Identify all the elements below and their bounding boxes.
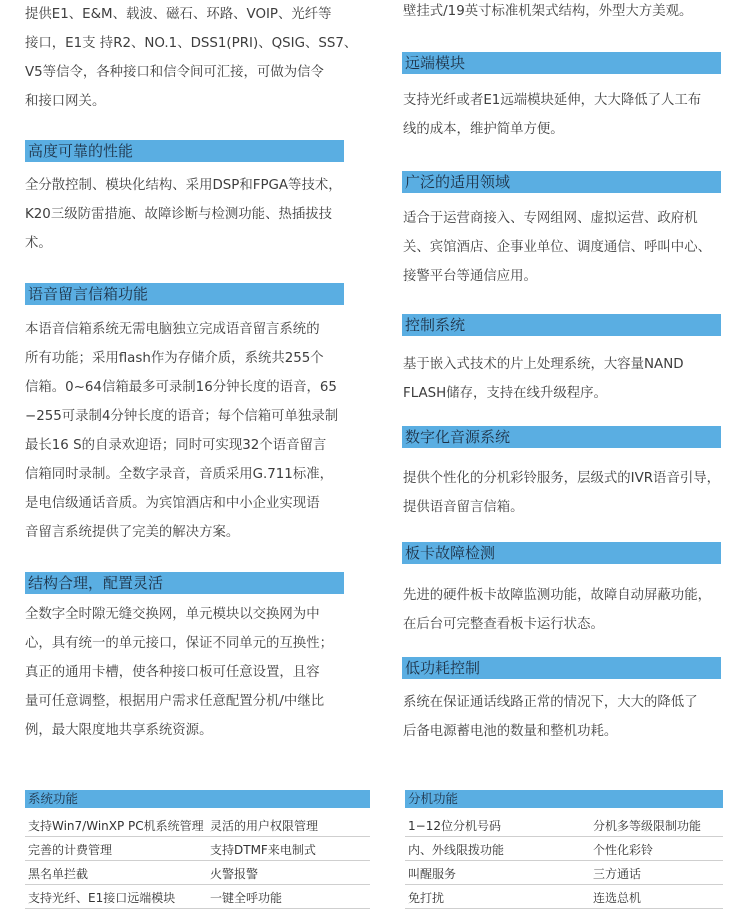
table-cell: 1−12位分机号码 — [408, 819, 501, 833]
section-title: 低功耗控制 — [405, 659, 481, 677]
table-header-system-functions — [25, 790, 370, 808]
system-functions-table — [25, 813, 370, 903]
section-body-digital-audio — [403, 464, 720, 522]
table-row — [405, 837, 723, 861]
text-line: 全数字全时隙无缝交换网，单元模块以交换网为中 — [25, 607, 320, 622]
left-intro-paragraph — [25, 0, 357, 116]
section-title: 数字化音源系统 — [405, 428, 511, 446]
text-line: 壁挂式/19英寸标准机架式结构，外型大方美观。 — [403, 4, 693, 19]
table-cell: 一键全呼功能 — [210, 891, 283, 905]
text-line: 后备电源蓄电池的数量和整机功耗。 — [403, 724, 618, 739]
table-cell: 三方通话 — [593, 867, 642, 881]
table-title: 系统功能 — [28, 791, 79, 806]
section-header-structure — [25, 572, 344, 594]
text-line: 线的成本，维护简单方便。 — [403, 122, 564, 137]
section-title: 远端模块 — [405, 54, 466, 72]
text-line: 适合于运营商接入、专网组网、虚拟运营、政府机 — [403, 211, 698, 226]
table-cell: 支持光纤、E1接口远端模块 — [28, 891, 176, 905]
right-intro-paragraph — [403, 0, 692, 26]
section-title: 语音留言信箱功能 — [28, 285, 149, 303]
text-line: 是电信级通话音质。为宾馆酒店和中小企业实现语 — [25, 496, 320, 511]
section-header-low-power — [402, 657, 721, 679]
table-cell: 连选总机 — [593, 891, 642, 905]
section-header-board-fault — [402, 542, 721, 564]
table-cell: 完善的计费管理 — [28, 843, 113, 857]
table-row — [25, 837, 370, 861]
table-row — [25, 861, 370, 885]
section-title: 结构合理，配置灵活 — [28, 574, 164, 592]
text-line: 先进的硬件板卡故障监测功能，故障自动屏蔽功能， — [403, 588, 711, 603]
section-body-control-system — [403, 350, 684, 408]
text-line: 心，具有统一的单元接口，保证不同单元的互换性； — [25, 636, 333, 651]
section-header-control-system — [402, 314, 721, 336]
section-header-applications — [402, 171, 721, 193]
section-title: 控制系统 — [405, 316, 466, 334]
extension-functions-table — [405, 813, 723, 903]
table-cell: 免打扰 — [408, 891, 445, 905]
text-line: 所有功能；采用flash作为存储介质，系统共255个 — [25, 351, 324, 366]
text-line: 在后台可完整查看板卡运行状态。 — [403, 617, 604, 632]
table-row — [25, 885, 370, 909]
table-row — [405, 861, 723, 885]
table-row — [405, 885, 723, 909]
text-line: 信箱同时录制。全数字录音，音质采用G.711标准， — [25, 467, 334, 482]
text-line: K20三级防雷措施、故障诊断与检测功能、热插拔技 — [25, 207, 333, 222]
table-title: 分机功能 — [408, 791, 459, 806]
section-body-remote-module — [403, 86, 701, 144]
text-line: 信箱。0~64信箱最多可录制16分钟长度的语音，65 — [25, 380, 337, 395]
table-cell: 内、外线限拨功能 — [408, 843, 505, 857]
text-line: 提供语音留言信箱。 — [403, 500, 524, 515]
section-header-reliability — [25, 140, 344, 162]
text-line: 提供E1、E&M、载波、磁石、环路、VOIP、光纤等 — [25, 7, 332, 22]
table-cell: 个性化彩铃 — [593, 843, 654, 857]
section-title: 广泛的适用领域 — [405, 173, 511, 191]
table-cell: 分机多等级限制功能 — [593, 819, 702, 833]
table-header-extension-functions — [405, 790, 723, 808]
text-line: 关、宾馆酒店、企事业单位、调度通信、呼叫中心、 — [403, 240, 711, 255]
section-title: 高度可靠的性能 — [28, 142, 134, 160]
table-cell: 支持Win7/WinXP PC机系统管理 — [28, 819, 204, 833]
section-header-digital-audio — [402, 426, 721, 448]
section-body-applications — [403, 204, 711, 291]
table-cell: 灵活的用户权限管理 — [210, 819, 319, 833]
section-body-voicemail — [25, 315, 338, 547]
text-line: 术。 — [25, 236, 52, 251]
text-line: 提供个性化的分机彩铃服务，层级式的IVR语音引导， — [403, 471, 721, 486]
text-line: 音留言系统提供了完美的解决方案。 — [25, 525, 240, 540]
text-line: FLASH储存，支持在线升级程序。 — [403, 386, 607, 401]
table-cell: 火警报警 — [210, 867, 259, 881]
table-cell: 叫醒服务 — [408, 867, 457, 881]
text-line: 支持光纤或者E1远端模块延伸，大大降低了人工布 — [403, 93, 702, 108]
text-line: 量可任意调整，根据用户需求任意配置分机/中继比 — [25, 694, 325, 709]
section-header-remote-module — [402, 52, 721, 74]
table-row — [25, 813, 370, 837]
text-line: 基于嵌入式技术的片上处理系统，大容量NAND — [403, 357, 684, 372]
table-cell: 黑名单拦截 — [28, 867, 89, 881]
text-line: 真正的通用卡槽，使各种接口板可任意设置，且容 — [25, 665, 320, 680]
text-line: 本语音信箱系统无需电脑独立完成语音留言系统的 — [25, 322, 320, 337]
text-line: 全分散控制、模块化结构、采用DSP和FPGA等技术， — [25, 178, 342, 193]
text-line: 例，最大限度地共享系统资源。 — [25, 723, 213, 738]
text-line: 系统在保证通话线路正常的情况下，大大的降低了 — [403, 695, 698, 710]
section-body-reliability — [25, 171, 342, 258]
text-line: V5等信令，各种接口和信令间可汇接，可做为信令 — [25, 65, 324, 80]
section-body-structure — [25, 600, 333, 745]
section-body-board-fault — [403, 581, 711, 639]
section-header-voicemail — [25, 283, 344, 305]
text-line: 和接口网关。 — [25, 94, 106, 109]
text-line: 接口，E1支 持R2、NO.1、DSS1(PRI)、QSIG、SS7、 — [25, 36, 358, 51]
text-line: 最长16 S的自录欢迎语；同时可实现32个语音留言 — [25, 438, 327, 453]
section-title: 板卡故障检测 — [405, 544, 496, 562]
text-line: −255可录制4分钟长度的语音；每个信箱可单独录制 — [25, 409, 339, 424]
section-body-low-power — [403, 688, 698, 746]
text-line: 接警平台等通信应用。 — [403, 269, 537, 284]
table-cell: 支持DTMF来电制式 — [210, 843, 316, 857]
table-row — [405, 813, 723, 837]
